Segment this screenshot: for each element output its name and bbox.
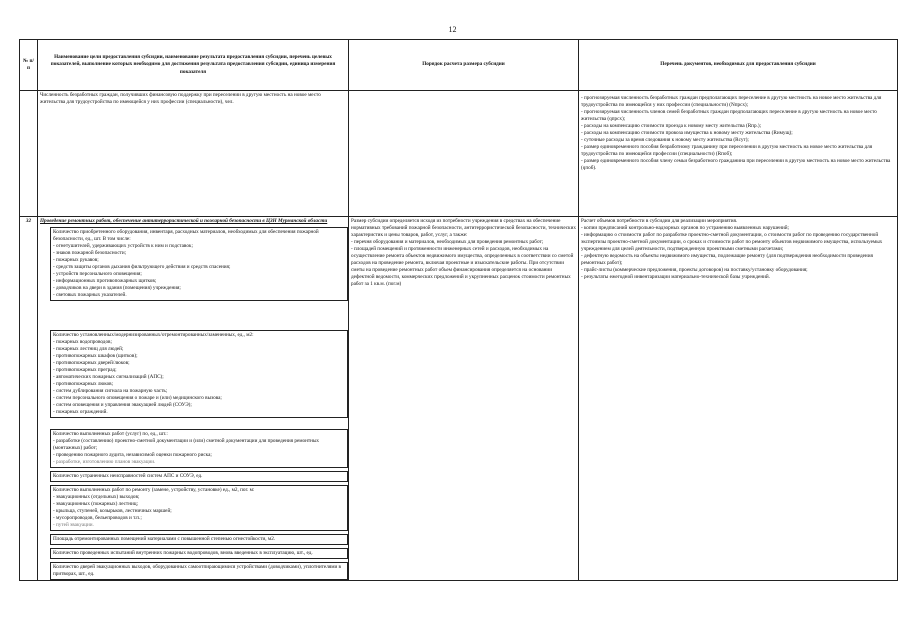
list-item: - противопожарных дверей/люков;: [53, 360, 130, 366]
list-item: - прогнозируемая численность безработных граждан предполагающих переселение в другую местность на новое место жительства для трудоустройства по имеющейся у них профессии (специальности) (Nпрсх);: [581, 95, 882, 108]
list-item: - пожарных лестниц для людей;: [53, 346, 124, 352]
row2-goal: [38, 217, 349, 581]
services-block: [50, 429, 348, 468]
list-item: - противопожарных шкафов (щитков);: [53, 353, 138, 359]
list-item: - информационных противопожарных щитков;: [53, 278, 157, 284]
row2-docs: [579, 217, 898, 581]
subsidy-table: [19, 39, 898, 581]
list-item: - средств защиты органов дыхания фильтрующего действия и средств спасения;: [53, 264, 231, 270]
row1-num: [20, 91, 38, 217]
header-goal: Наименование цели предоставления субсидии, наименование результата предоставления субсидии, перечень целевых показателей, выполнение которых необходимо для достижения результата предоставления субсидии, единица измерения показателя: [38, 40, 349, 91]
list-item: - прогнозируемая численность членов семей безработных граждан предполагающих переселение в другую местность на новое место жительства (qпрсх);: [581, 109, 877, 122]
header-num: № п/п: [20, 40, 38, 91]
list-item: Количество выполненных работ по ремонту (замене, устройству, установке) ед., м2, пог. м:: [53, 487, 255, 493]
tests-block: Количество проведенных испытаний внутренних пожарных водопроводов, вновь введенных в эксплуатацию, шт., ед.: [50, 548, 348, 559]
list-item: - световых пожарных указателей.: [53, 292, 127, 298]
list-item: Количество приобретенного оборудования, инвентаря, расходных материалов, необходимых для обеспечения пожарной безопасности, ед., шт. В том числе:: [53, 229, 319, 242]
page-number: 12: [448, 25, 457, 34]
list-item: Количество установленных/модернизированных/отремонтированных/замененных, ед., м2:: [53, 332, 254, 338]
list-item: - противопожарных люков;: [53, 381, 114, 387]
row1-docs: [579, 91, 898, 217]
row2-num: 32: [20, 217, 38, 581]
list-item: - систем персонального оповещения о пожаре и (или) медицинского вызова;: [53, 395, 222, 401]
list-item: - суточные расходы за время следования к новому месту жительства (Rсут);: [581, 137, 749, 143]
header-calc: Порядок расчета размера субсидии: [349, 40, 579, 91]
list-item: - эвакуационных (пожарных) лестниц;: [53, 501, 138, 507]
list-item: - расходы на компенсацию стоимости проезда к новому месту жительства (Rпр.);: [581, 123, 762, 129]
systems-block: [50, 330, 348, 418]
list-item: - эвакуационных (отдельных) выходов;: [53, 494, 140, 500]
row2-title: Проведение ремонтных работ, обеспечение антитеррористической и пожарной безопасности в ЦЗН Мурманской области: [40, 218, 328, 224]
faults-block: Количество устраненных неисправностей систем АПС и СОУЭ, ед.: [50, 471, 348, 482]
list-item: - пожарных водопроводов;: [53, 339, 112, 345]
list-item: - пожарных рукавов;: [53, 257, 99, 263]
repair-block: [50, 485, 348, 531]
list-item: - проведению пожарного аудита, независимой оценки пожарного риска;: [53, 452, 212, 458]
equipment-block: [50, 227, 348, 301]
doors-block: Количество дверей эвакуационных выходов, оборудованных самоотпирающимися устройствами (доводчиками), уплотнителями в притворах, шт., ед.: [50, 562, 348, 580]
list-item: - дефектную ведомость на объекты недвижимого имущества, подлежащие ремонту (для подтверждения необходимости проведения ремонтных работ);: [581, 253, 873, 266]
list-item: - информацию о стоимости работ по разработке проектно-сметной документации, о стоимости работ по проведению государственной экспертизы проектно-сметной документации, о сроках и стоимости работ по ремонту объектов недвижимого имущества, используемых учреждением для целей деятельности, подтвержденную проектными сметными расчетами;: [581, 232, 883, 252]
list-item: - крыльца, ступеней, козырьков, лестничных маршей;: [53, 508, 172, 514]
list-item: - пожарных ограждений.: [53, 409, 108, 415]
list-item: - доводчиков на двери в здания (помещения) учреждения;: [53, 285, 181, 291]
list-item: - путей эвакуации.: [53, 522, 94, 528]
list-item: - мусоропроводов, бельепроводов и т.п.;: [53, 515, 142, 521]
list-item: - огнетушителей, удерживающих устройств к ним и подставок;: [53, 243, 193, 249]
list-item: Расчет объемов потребности в субсидии для реализации мероприятия.: [581, 218, 738, 224]
row1-goal: Численность безработных граждан, получивших финансовую поддержку при переселении в другую местность на новое место жительства для трудоустройства по имеющейся у них профессии (специальности), чел.: [38, 91, 349, 217]
row2-calc: Размер субсидии определяется исходя из потребности учреждения в средствах на обеспечение нормативных требований пожарной безопасности, антитеррористической безопасности, технических характеристик и цены товаров, работ, услуг, а также: - перечня оборудования и материалов, необходимых для проведения ремонтных работ; - площадей помещений и протяженности инженерных сетей и расходов, необходимых на осуществление ремонта объектов недвижимого имущества, определенных в соответствии со сметой расходов на проведение ремонта, включая проектные и изыскательские работы. При отсутствии сметы на проведение ремонтных работ объем финансирования определяется на основании дефектной ведомости, коммерческих предложений и укрупненных расценок стоимости ремонтных работ за 1 кв.м. (пог.м): [349, 217, 579, 581]
list-item: - размер единовременного пособия безработному гражданину при переселении в другую местность на новое место жительства для трудоустройства по имеющейся профессии (специальности) (Rпоб);: [581, 144, 873, 157]
list-item: - расходы на компенсацию стоимости провоза имущества к новому месту жительства (Rимущ);: [581, 130, 793, 136]
list-item: - систем дублирования сигнала на пожарную часть;: [53, 388, 168, 394]
row2-docs-list: [581, 218, 895, 281]
list-item: - прайс-листы (коммерческие предложения, проекты договоров) на поставку/установку оборудования;: [581, 267, 808, 273]
table-header-row: [20, 40, 898, 91]
table-row: [20, 217, 898, 581]
list-item: - результаты ежегодной инвентаризации материально-технической базы учреждений.: [581, 274, 770, 280]
table-row: [20, 91, 898, 217]
list-item: - устройств персонального оповещения;: [53, 271, 142, 277]
list-item: - разработке, изготовлению планов эвакуации.: [53, 459, 156, 465]
list-item: Количество выполненных работ (услуг) по, ед., шт.:: [53, 431, 168, 437]
row1-calc: [349, 91, 579, 217]
list-item: - размер единовременного пособия члену семьи безработного гражданина при переселении в другую местность на новое место жительства (qпоб).: [581, 158, 891, 171]
header-docs: Перечень документов, необходимых для предоставления субсидии: [579, 40, 898, 91]
list-item: - автоматических пожарных сигнализаций (АПС);: [53, 374, 164, 380]
list-item: - систем оповещения и управления эвакуацией людей (СОУЭ);: [53, 402, 192, 408]
list-item: - копии предписаний контрольно-надзорных органов по устранению выявленных нарушений;: [581, 225, 789, 231]
list-item: - противопожарных преград;: [53, 367, 117, 373]
row1-docs-list: [581, 95, 895, 172]
list-item: - разработке (составлению) проектно-сметной документации и (или) сметной документации для проведения ремонтных (монтажных) работ;: [53, 438, 320, 451]
list-item: - знаков пожарной безопасности;: [53, 250, 127, 256]
area-block: Площадь отремонтированных помещений материалами с повышенной степенью огнестойкости, м2.: [50, 534, 348, 545]
